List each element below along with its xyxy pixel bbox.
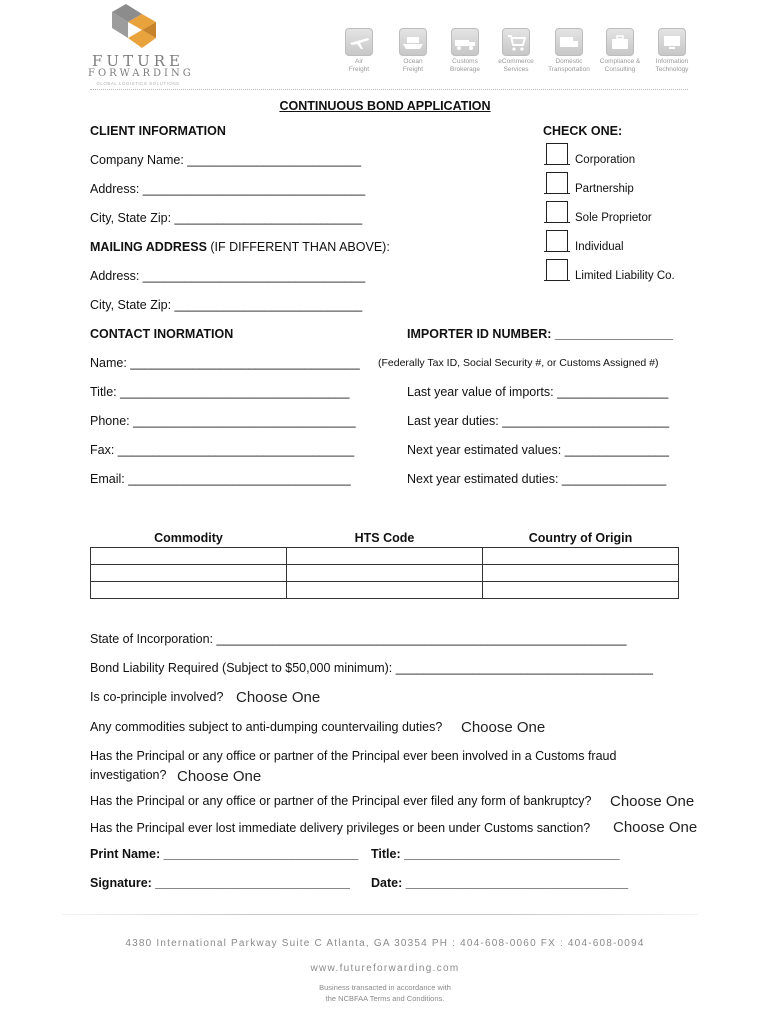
checkbox-underline	[544, 222, 570, 223]
fraud-dropdown[interactable]: Choose One	[177, 768, 262, 785]
footer-website[interactable]: www.futureforwarding.com	[310, 963, 460, 974]
checkbox-label: Limited Liability Co.	[575, 270, 675, 282]
service-label: Customs Brokerage	[450, 58, 480, 73]
question-fraud-line2: investigation?	[90, 768, 167, 782]
next-year-duties-field[interactable]: Next year estimated duties: _______________	[407, 472, 667, 486]
checkbox-underline	[544, 251, 570, 252]
contact-name-field[interactable]: Name: _________________________________	[90, 356, 360, 370]
contact-email-field[interactable]: Email: ________________________________	[90, 472, 351, 486]
contact-title-field[interactable]: Title: _________________________________	[90, 385, 350, 399]
service-label: Information Technology	[655, 58, 689, 73]
table-cell[interactable]	[287, 582, 483, 599]
last-year-imports-field[interactable]: Last year value of imports: ________________	[407, 385, 669, 399]
checkbox-box[interactable]	[546, 201, 568, 223]
contact-phone-field[interactable]: Phone: ________________________________	[90, 414, 356, 428]
truck2-icon	[555, 28, 583, 56]
checkbox-box[interactable]	[546, 259, 568, 281]
mailing-heading-note: (IF DIFFERENT THAN ABOVE):	[206, 240, 390, 254]
bankruptcy-dropdown[interactable]: Choose One	[610, 793, 695, 810]
checkbox-underline	[544, 164, 570, 165]
form-title: CONTINUOUS BOND APPLICATION	[279, 99, 491, 113]
service-label: Domestic Transportation	[548, 58, 590, 73]
importer-id-note: (Federally Tax ID, Social Security #, or Customs Assigned #)	[378, 357, 659, 369]
footer-divider	[62, 914, 698, 915]
table-cell[interactable]	[483, 565, 679, 582]
state-incorporation-field[interactable]: State of Incorporation: ___________________________________________________________	[90, 632, 627, 646]
table-cell[interactable]	[287, 548, 483, 565]
truck-icon	[451, 28, 479, 56]
question-sanction: Has the Principal ever lost immediate delivery privileges or been under Customs sanction?	[90, 821, 591, 835]
service-label: Compliance & Consulting	[599, 58, 641, 73]
checkbox-label: Corporation	[575, 154, 636, 166]
print-name-field[interactable]: Print Name: ____________________________	[90, 847, 359, 861]
computer-icon	[658, 28, 686, 56]
checkbox-underline	[544, 193, 570, 194]
checkbox-box[interactable]	[546, 230, 568, 252]
footer-address: 4380 International Parkway Suite C Atlanta, GA 30354 PH : 404-608-0060 FX : 404-608-0094	[125, 938, 645, 949]
print-title-field[interactable]: Title: _______________________________	[371, 847, 620, 861]
table-header-row	[91, 529, 679, 548]
col-hts-code: HTS Code	[287, 529, 483, 548]
service-label: eCommerce Services	[498, 58, 534, 73]
checkbox-label: Partnership	[575, 183, 634, 195]
checkbox-box[interactable]	[546, 143, 568, 165]
bond-liability-field[interactable]: Bond Liability Required (Subject to $50,000 minimum): _____________________________________	[90, 661, 653, 675]
checkbox-underline	[544, 280, 570, 281]
contact-fax-field[interactable]: Fax: __________________________________	[90, 443, 355, 457]
city-state-zip-field[interactable]: City, State Zip: ___________________________	[90, 211, 363, 225]
table-cell[interactable]	[287, 565, 483, 582]
next-year-values-field[interactable]: Next year estimated values: _______________	[407, 443, 669, 457]
signature-field[interactable]: Signature: ____________________________	[90, 876, 350, 890]
antidumping-dropdown[interactable]: Choose One	[461, 719, 546, 736]
table-cell[interactable]	[483, 548, 679, 565]
sanction-dropdown[interactable]: Choose One	[613, 819, 698, 836]
table-cell[interactable]	[91, 565, 287, 582]
mailing-address-field[interactable]: Address: ________________________________	[90, 269, 366, 283]
cart-icon	[502, 28, 530, 56]
airplane-icon	[345, 28, 373, 56]
logo-mark-icon	[102, 2, 164, 54]
table-cell[interactable]	[91, 582, 287, 599]
logo-name: FUTURE	[92, 52, 184, 70]
logo-tagline: GLOBAL LOGISTICS SOLUTIONS	[96, 81, 180, 86]
check-one-heading: CHECK ONE:	[543, 124, 623, 138]
footer-terms-line2: the NCBFAA Terms and Conditions.	[325, 994, 445, 1003]
date-field[interactable]: Date: ________________________________	[371, 876, 629, 890]
briefcase-icon	[606, 28, 634, 56]
company-logo	[88, 2, 194, 88]
address-field[interactable]: Address: ________________________________	[90, 182, 366, 196]
checkbox-label: Sole Proprietor	[575, 212, 652, 224]
client-info-heading: CLIENT INFORMATION	[90, 124, 226, 138]
logo-subname: FORWARDING	[88, 68, 194, 79]
question-antidumping: Any commodities subject to anti-dumping countervailing duties?	[90, 720, 443, 734]
company-name-field[interactable]: Company Name: _________________________	[90, 153, 362, 167]
service-label: Ocean Freight	[402, 58, 424, 73]
ship-icon	[399, 28, 427, 56]
footer-terms-line1: Business transacted in accordance with	[319, 983, 451, 992]
importer-id-field[interactable]: IMPORTER ID NUMBER: _________________	[407, 327, 674, 341]
question-fraud-line1: Has the Principal or any office or partner of the Principal ever been involved in a Customs fraud	[90, 749, 617, 763]
col-country-of-origin: Country of Origin	[483, 529, 679, 548]
col-commodity: Commodity	[91, 529, 287, 548]
table-row	[91, 565, 679, 582]
header-divider	[90, 89, 688, 90]
coprinciple-dropdown[interactable]: Choose One	[236, 689, 321, 706]
mailing-heading-label: MAILING ADDRESS	[90, 240, 207, 254]
checkbox-label: Individual	[575, 241, 624, 253]
question-coprinciple: Is co-principle involved?	[90, 690, 224, 704]
checkbox-box[interactable]	[546, 172, 568, 194]
last-year-duties-field[interactable]: Last year duties: ________________________	[407, 414, 670, 428]
table-row	[91, 582, 679, 599]
mailing-city-field[interactable]: City, State Zip: ___________________________	[90, 298, 363, 312]
contact-info-heading: CONTACT INORMATION	[90, 327, 234, 341]
question-bankruptcy: Has the Principal or any office or partner of the Principal ever filed any form of bankruptcy?	[90, 794, 592, 808]
commodity-table	[90, 529, 679, 599]
service-label: Air Freight	[348, 58, 370, 73]
table-row	[91, 548, 679, 565]
table-cell[interactable]	[483, 582, 679, 599]
mailing-address-heading	[90, 240, 390, 254]
table-cell[interactable]	[91, 548, 287, 565]
